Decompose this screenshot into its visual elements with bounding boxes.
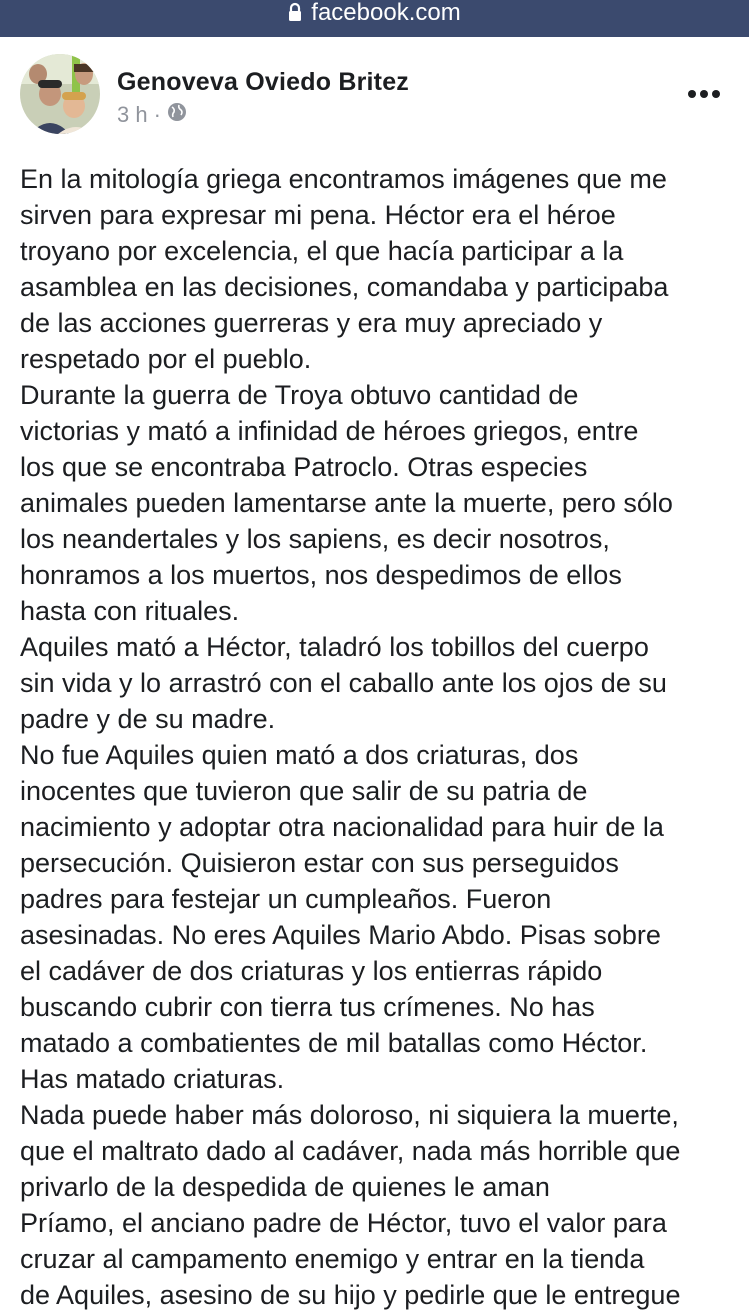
post-line: de las acciones guerreras y era muy apreciado y <box>20 308 603 338</box>
post-line: Aquiles mató a Héctor, taladró los tobillos del cuerpo <box>20 632 649 662</box>
post-line: asamblea en las decisiones, comandaba y participaba <box>20 272 669 302</box>
post-line: asesinadas. No eres Aquiles Mario Abdo. Pisas sobre <box>20 920 661 950</box>
globe-icon <box>167 102 187 128</box>
meta-separator: · <box>153 102 161 127</box>
post-line: padre y de su madre. <box>20 704 276 734</box>
post-line: Príamo, el anciano padre de Héctor, tuvo el valor para <box>20 1208 667 1238</box>
post-line: nacimiento y adoptar otra nacionalidad para huir de la <box>20 812 664 842</box>
avatar[interactable] <box>20 54 100 134</box>
post-line: matado a combatientes de mil batallas como Héctor. <box>20 1028 648 1058</box>
url-text: facebook.com <box>311 0 461 26</box>
post-line: En la mitología griega encontramos imágenes que me <box>20 164 667 194</box>
post-line: persecución. Quisieron estar con sus perseguidos <box>20 848 619 878</box>
post-line: victorias y mató a infinidad de héroes griegos, entre <box>20 416 639 446</box>
lock-icon <box>288 2 302 28</box>
post-line: Has matado criaturas. <box>20 1064 285 1094</box>
post-line: buscando cubrir con tierra tus crímenes. No has <box>20 992 595 1022</box>
more-options-icon[interactable] <box>687 86 721 96</box>
post-line: Nada puede haber más doloroso, ni siquiera la muerte, <box>20 1100 679 1130</box>
post-line: padres para festejar un cumpleaños. Fueron <box>20 884 552 914</box>
post-line: Durante la guerra de Troya obtuvo cantidad de <box>20 380 579 410</box>
post-line: No fue Aquiles quien mató a dos criaturas, dos <box>20 740 579 770</box>
post-line: respetado por el pueblo. <box>20 344 312 374</box>
post-line: hasta con rituales. <box>20 596 240 626</box>
post-line: los neandertales y los sapiens, es decir nosotros, <box>20 524 610 554</box>
post-card <box>0 37 749 1310</box>
post-line: privarlo de la despedida de quienes le aman <box>20 1172 550 1202</box>
post-line: honramos a los muertos, nos despedimos de ellos <box>20 560 622 590</box>
post-line: sirven para expresar mi pena. Héctor era el héroe <box>20 200 616 230</box>
post-line: el cadáver de dos criaturas y los entierras rápido <box>20 956 603 986</box>
post-author[interactable]: Genoveva Oviedo Britez <box>117 68 409 96</box>
post-header <box>20 54 729 134</box>
post-line: sin vida y lo arrastró con el caballo ante los ojos de su <box>20 668 667 698</box>
post-line: animales pueden lamentarse ante la muerte, pero sólo <box>20 488 673 518</box>
browser-url-bar[interactable] <box>0 0 749 37</box>
post-line: de Aquiles, asesino de su hijo y pedirle que le entregue <box>20 1280 681 1310</box>
post-line: cruzar al campamento enemigo y entrar en la tienda <box>20 1244 645 1274</box>
post-body <box>20 161 740 1313</box>
post-line: troyano por excelencia, el que hacía participar a la <box>20 236 624 266</box>
post-timestamp[interactable]: 3 h <box>117 102 148 127</box>
post-line: inocentes que tuvieron que salir de su patria de <box>20 776 588 806</box>
post-meta <box>117 102 187 128</box>
post-line: que el maltrato dado al cadáver, nada más horrible que <box>20 1136 681 1166</box>
post-line: los que se encontraba Patroclo. Otras especies <box>20 452 588 482</box>
